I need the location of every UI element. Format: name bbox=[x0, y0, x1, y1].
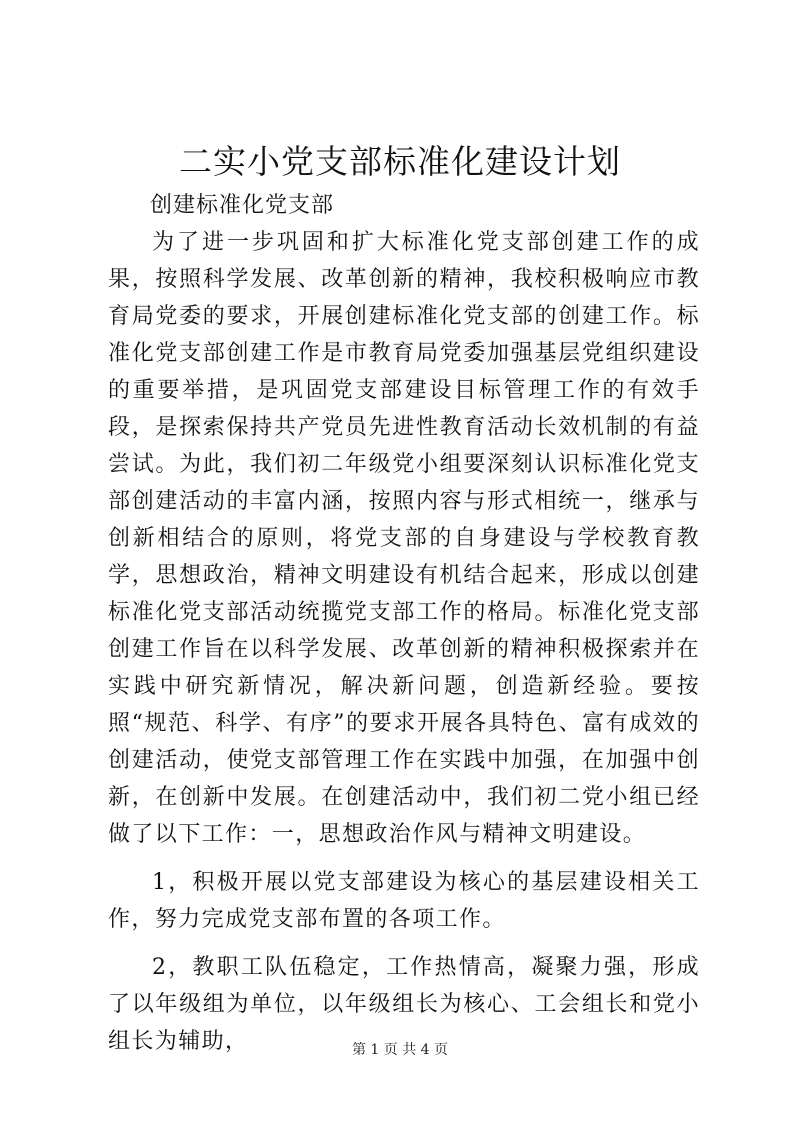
body-paragraph: 2，教职工队伍稳定，工作热情高，凝聚力强，形成了以年级组为单位，以年级组长为核心、工会组长和党小组长为辅助， bbox=[108, 955, 700, 1054]
body-paragraph: 为了进一步巩固和扩大标准化党支部创建工作的成果，按照科学发展、改革创新的精神，我校积极响应市教育局党委的要求，开展创建标准化党支部的创建工作。标准化党支部创建工作是市教育局党委加强基层党组织建设的重要举措，是巩固党支部建设目标管理工作的有效手段，是探索保持共产党员先进性教育活动长效机制的有益尝试。为此，我们初二年级党小组要深刻认识标准化党支部创建活动的丰富内涵，按照内容与形式相统一，继承与创新相结合的原则，将党支部的自身建设与学校教育教学，思想政治，精神文明建设有机结合起来，形成以创建标准化党支部活动统揽党支部工作的格局。标准化党支部创建工作旨在以科学发展、改革创新的精神积极探索并在实践中研究新情况，解决新问题，创造新经验。要按照“规范、科学、有序”的要求开展各具特色、富有成效的创建活动，使党支部管理工作在实践中加强，在加强中创新，在创新中发展。在创建活动中，我们初二党小组已经做了以下工作：一，思想政治作风与精神文明建设。 bbox=[108, 230, 700, 847]
document-title: 二实小党支部标准化建设计划 bbox=[179, 142, 621, 181]
document-subtitle: 创建标准化党支部 bbox=[150, 193, 335, 218]
page-number-footer: 第 1 页 共 4 页 bbox=[351, 1042, 449, 1058]
body-paragraph: 1，积极开展以党支部建设为核心的基层建设相关工作，努力完成党支部布置的各项工作。 bbox=[108, 870, 700, 932]
document-body bbox=[108, 224, 700, 1060]
